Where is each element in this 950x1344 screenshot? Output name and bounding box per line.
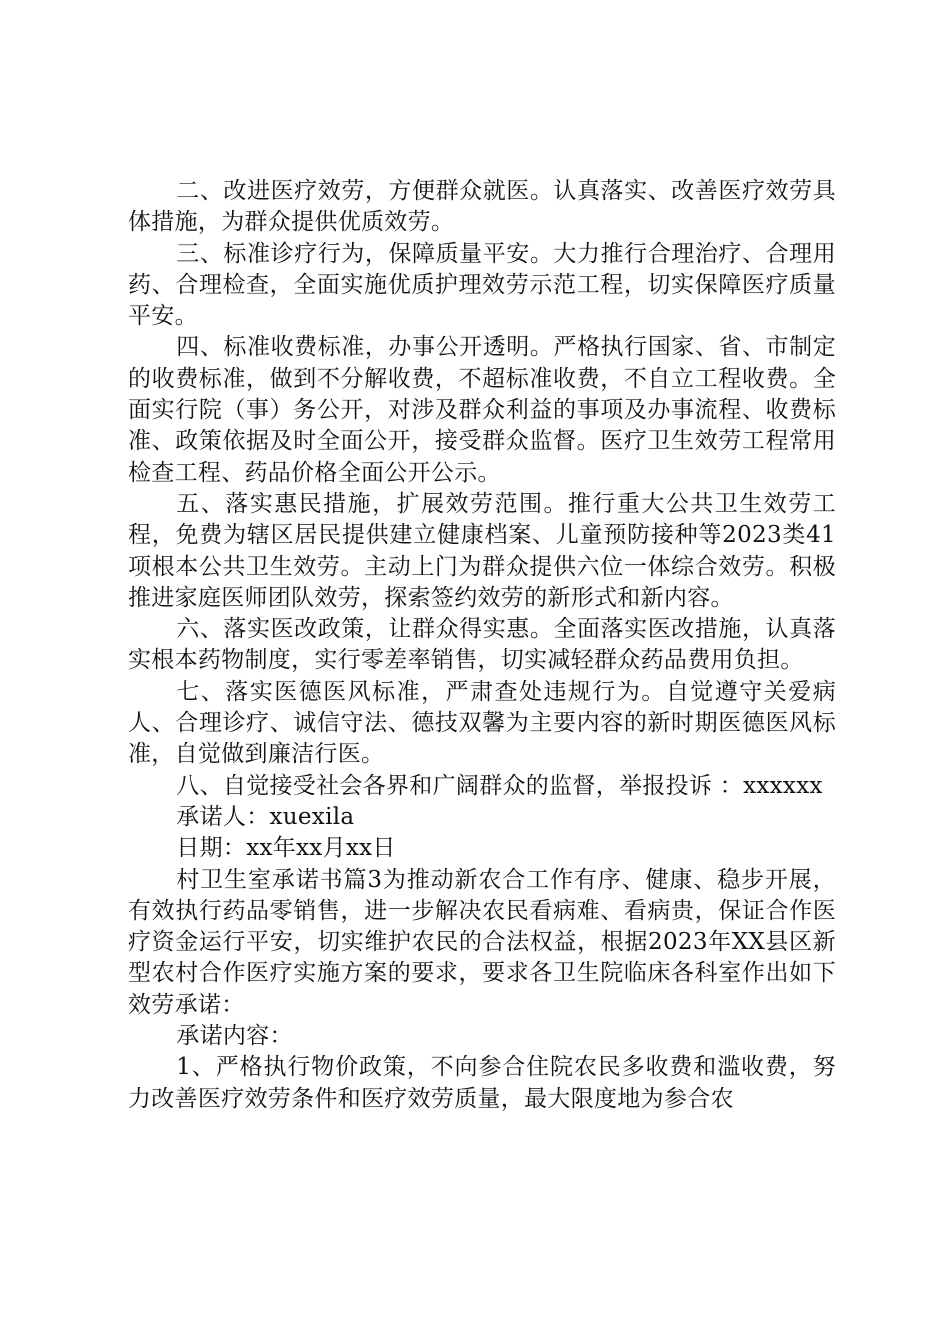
pledge-content-heading: 承诺内容： — [176, 1023, 293, 1050]
paragraph-2-service: 二、改进医疗效劳，方便群众就医。认真落实、改善医疗效劳具体措施，为群众提供优质效劳。 — [128, 178, 836, 236]
paragraph-6-reform: 六、落实医改政策，让群众得实惠。全面落实医改措施，认真落实根本药物制度，实行零差率销售，切实减轻群众药品费用负担。 — [128, 616, 836, 674]
paragraph-7-ethics: 七、落实医德医风标准，严肃查处违规行为。自觉遵守关爱病人、合理诊疗、诚信守法、德技双馨为主要内容的新时期医德医风标准，自觉做到廉洁行医。 — [128, 678, 836, 768]
paragraph-5-benefits: 五、落实惠民措施，扩展效劳范围。推行重大公共卫生效劳工程，免费为辖区居民提供建立健康档案、儿童预防接种等2023类41项根本公共卫生效劳。主动上门为群众提供六位一体综合效劳。积极推进家庭医师团队效劳，探索签约效劳的新形式和新内容。 — [128, 490, 836, 611]
document-body — [128, 176, 836, 1115]
pledge-item-1: 1、严格执行物价政策，不向参合住院农民多收费和滥收费，努力改善医疗效劳条件和医疗效劳质量，最大限度地为参合农 — [128, 1054, 836, 1112]
paragraph-3-quality: 三、标准诊疗行为，保障质量平安。大力推行合理治疗、合理用药、合理检查，全面实施优质护理效劳示范工程，切实保障医疗质量平安。 — [128, 240, 836, 330]
paragraph-4-fees: 四、标准收费标准，办事公开透明。严格执行国家、省、市制定的收费标准，做到不分解收费，不超标准收费，不自立工程收费。全面实行院（事）务公开，对涉及群众利益的事项及办事流程、收费标准、政策依据及时全面公开，接受群众监督。医疗卫生效劳工程常用检查工程、药品价格全面公开公示。 — [128, 334, 836, 486]
paragraph-pledge-intro: 村卫生室承诺书篇3为推动新农合工作有序、健康、稳步开展，有效执行药品零销售，进一步解决农民看病难、看病贵，保证合作医疗资金运行平安，切实维护农民的合法权益，根据2023年XX县区新型农村合作医疗实施方案的要求，要求各卫生院临床各科室作出如下效劳承诺： — [128, 866, 836, 1018]
date-line: 日期：xx年xx月xx日 — [176, 835, 396, 862]
signatory-line: 承诺人：xuexila — [176, 803, 355, 830]
paragraph-8-supervision: 八、自觉接受社会各界和广阔群众的监督，举报投诉 ：xxxxxx — [176, 772, 823, 799]
